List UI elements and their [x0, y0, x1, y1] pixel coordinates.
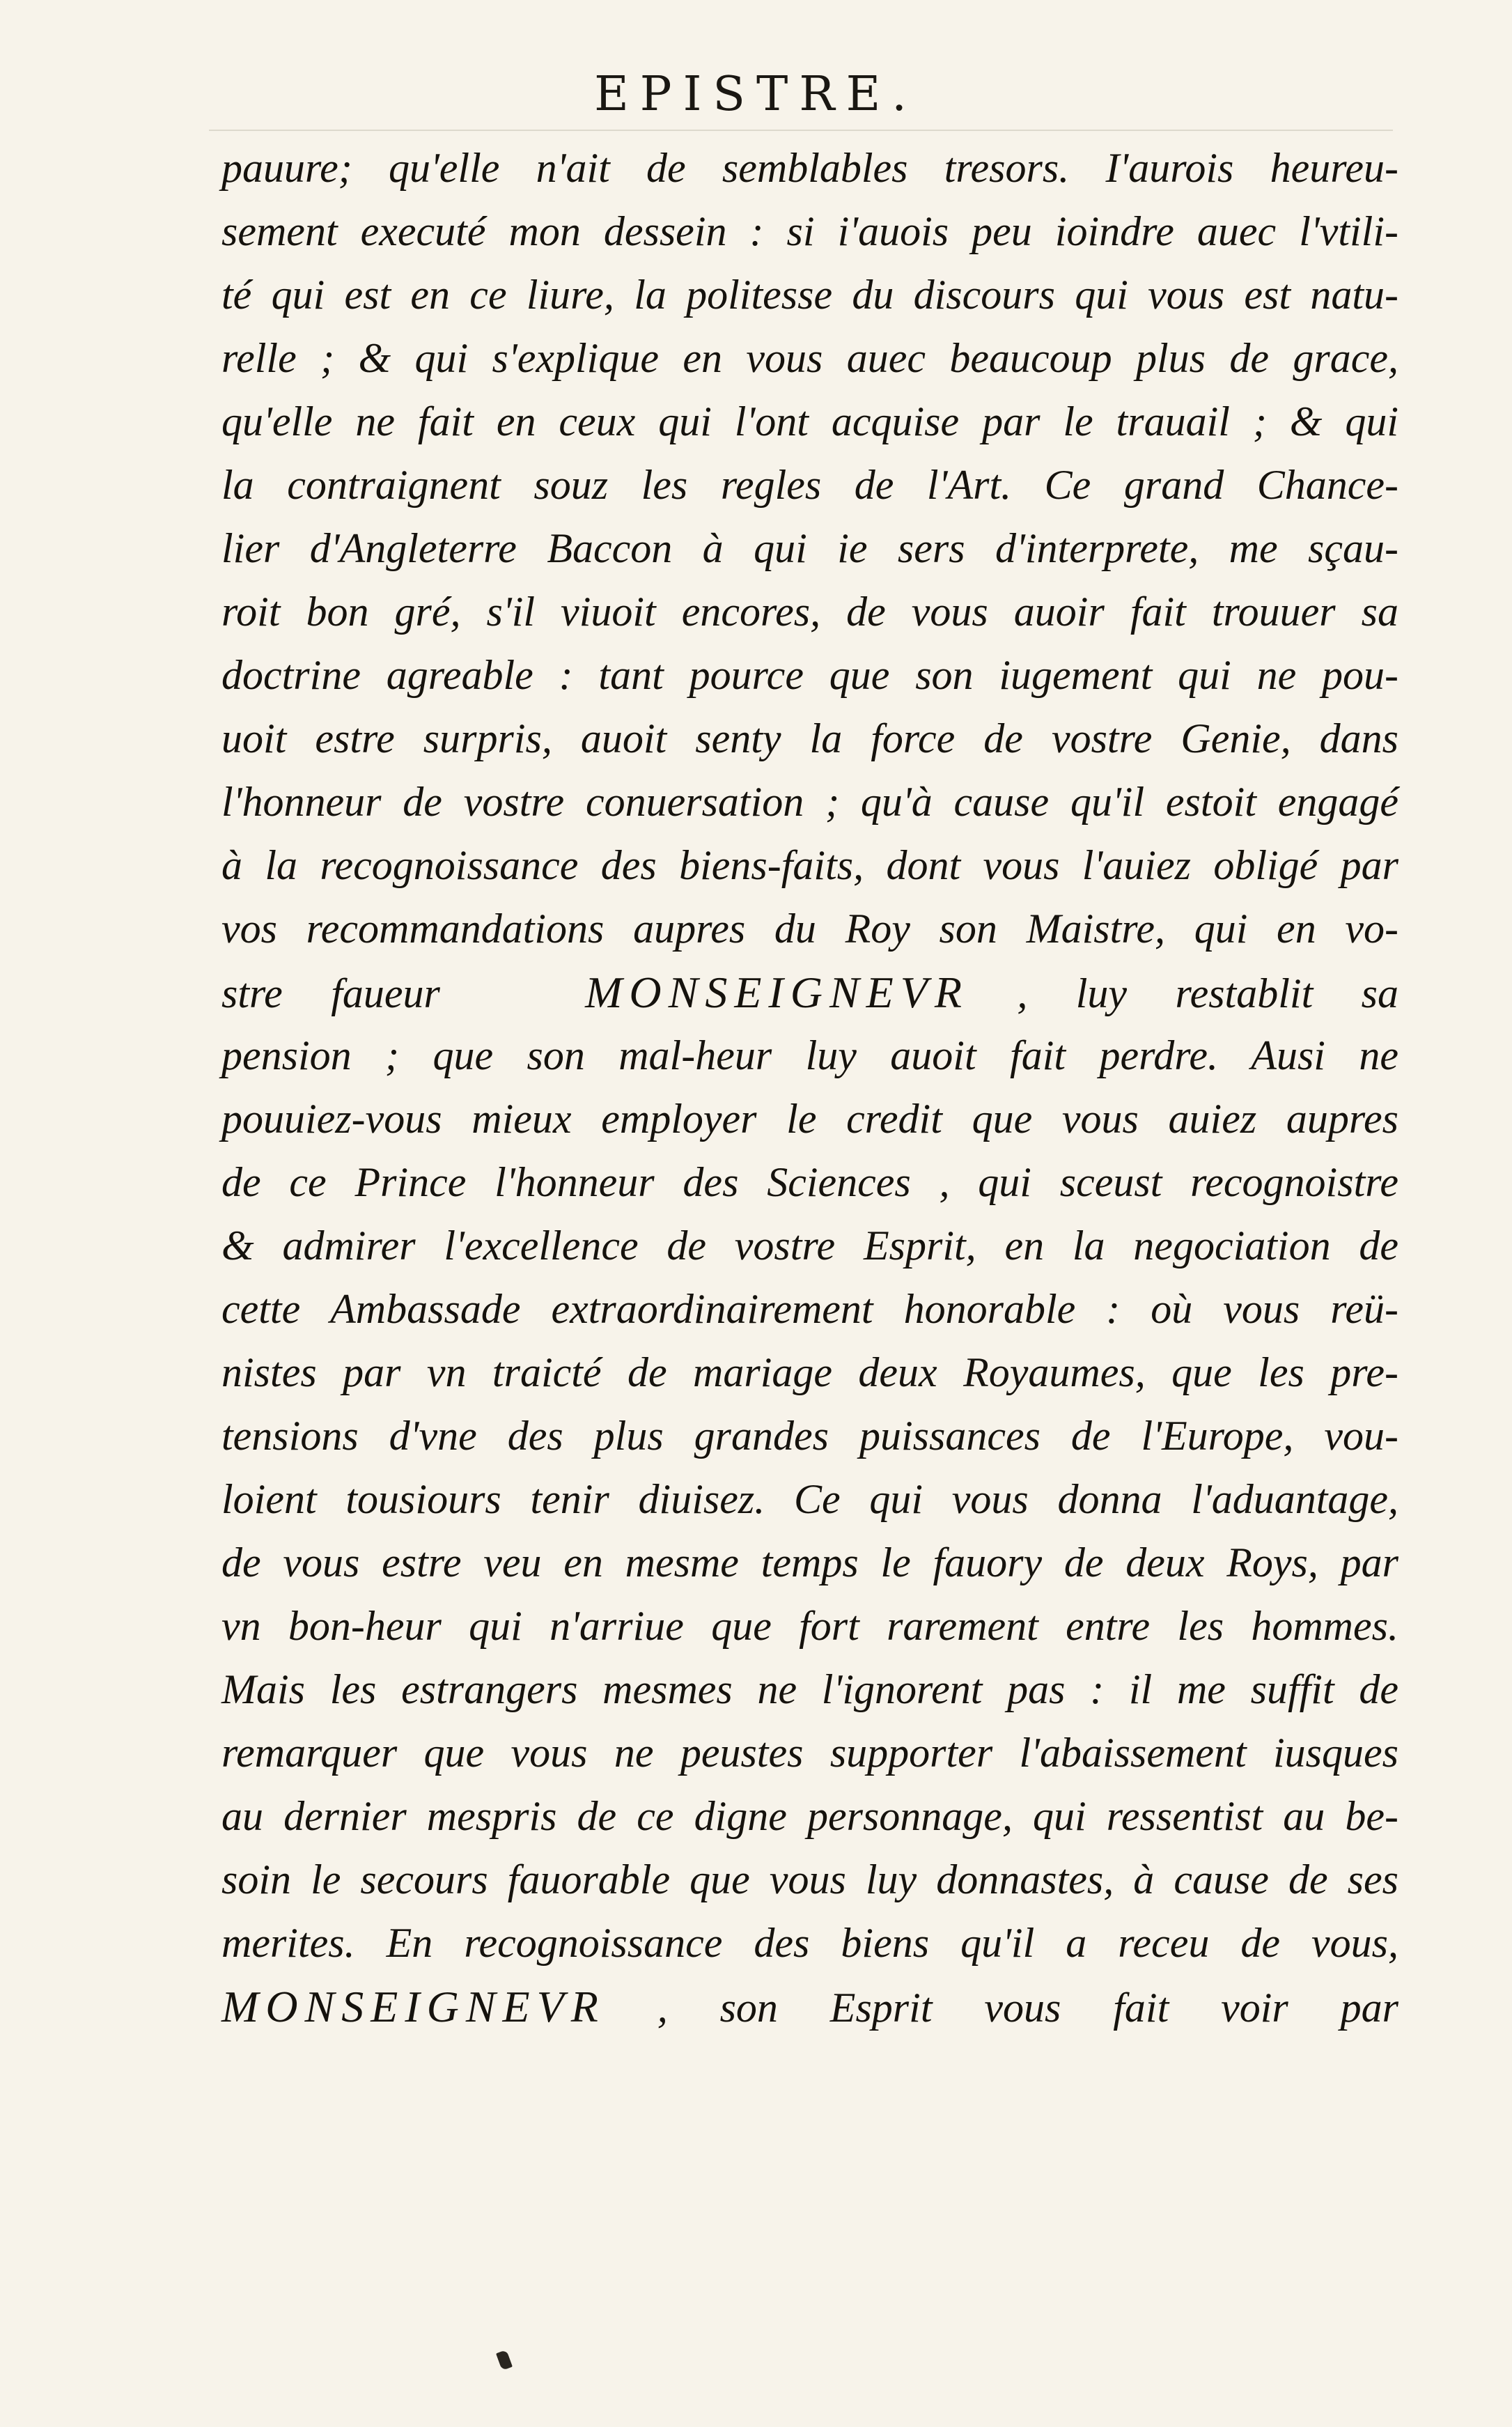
- text-line: Mais les estrangers mesmes ne l'ignorent pas : il me suffit de: [221, 1666, 1398, 1712]
- text-line: roit bon gré, s'il viuoit encores, de vous auoir fait trouuer sa: [221, 589, 1398, 635]
- text-fragment: stre faueur: [221, 970, 440, 1016]
- text-line: la contraignent souz les regles de l'Art. Ce grand Chance-: [221, 462, 1398, 508]
- body-text: [221, 137, 1398, 2038]
- text-line-with-caps: [221, 1975, 1398, 2038]
- text-line: pauure; qu'elle n'ait de semblables tresors. I'aurois heureu-: [221, 145, 1398, 191]
- text-line: sement executé mon dessein : si i'auois peu ioindre auec l'vtili-: [221, 208, 1398, 254]
- text-line: qu'elle ne fait en ceux qui l'ont acquise par le trauail ; & qui: [221, 398, 1398, 444]
- text-line: merites. En recognoissance des biens qu'il a receu de vous,: [221, 1920, 1398, 1966]
- text-line: de vous estre veu en mesme temps le fauory de deux Roys, par: [221, 1540, 1398, 1585]
- text-line: doctrine agreable : tant pource que son iugement qui ne pou-: [221, 652, 1398, 698]
- text-line: lier d'Angleterre Baccon à qui ie sers d'interprete, me sçau-: [221, 525, 1398, 571]
- text-line: relle ; & qui s'explique en vous auec beaucoup plus de grace,: [221, 335, 1398, 381]
- text-line: loient tousiours tenir diuisez. Ce qui vous donna l'aduantage,: [221, 1476, 1398, 1522]
- text-line: à la recognoissance des biens-faits, dont vous l'auiez obligé par: [221, 842, 1398, 888]
- text-line: cette Ambassade extraordinairement honorable : où vous reü-: [221, 1286, 1398, 1332]
- ink-mark: [496, 2350, 513, 2371]
- text-line: tensions d'vne des plus grandes puissances de l'Europe, vou-: [221, 1413, 1398, 1459]
- text-line: vn bon-heur qui n'arriue que fort rarement entre les hommes.: [221, 1603, 1398, 1649]
- text-line: de ce Prince l'honneur des Sciences , qui sceust recognoistre: [221, 1159, 1398, 1205]
- text-fragment: , luy restablit sa: [1017, 970, 1399, 1016]
- text-line: vos recommandations aupres du Roy son Maistre, qui en vo-: [221, 906, 1398, 952]
- text-line: & admirer l'excellence de vostre Esprit, en la negociation de: [221, 1223, 1398, 1269]
- header-rule: [209, 130, 1393, 131]
- text-line-with-caps: [221, 961, 1398, 1024]
- addressee-caps: MONSEIGNEVR: [585, 968, 969, 1017]
- text-line: té qui est en ce liure, la politesse du discours qui vous est natu-: [221, 272, 1398, 318]
- running-head-title: EPISTRE.: [594, 67, 918, 122]
- text-line: soin le secours fauorable que vous luy donnastes, à cause de ses: [221, 1856, 1398, 1902]
- text-fragment: , son Esprit vous fait voir par: [657, 1985, 1399, 2031]
- text-line: uoit estre surpris, auoit senty la force de vostre Genie, dans: [221, 715, 1398, 761]
- text-line: au dernier mespris de ce digne personnage, qui ressentist au be-: [221, 1793, 1398, 1839]
- text-line: l'honneur de vostre conuersation ; qu'à cause qu'il estoit engagé: [221, 779, 1398, 825]
- text-line: remarquer que vous ne peustes supporter l'abaissement iusques: [221, 1730, 1398, 1776]
- text-line: pension ; que son mal-heur luy auoit fait perdre. Ausi ne: [221, 1032, 1398, 1078]
- text-line: pouuiez-vous mieux employer le credit que vous auiez aupres: [221, 1096, 1398, 1142]
- addressee-caps: MONSEIGNEVR: [221, 1982, 605, 2031]
- text-line: nistes par vn traicté de mariage deux Royaumes, que les pre-: [221, 1349, 1398, 1395]
